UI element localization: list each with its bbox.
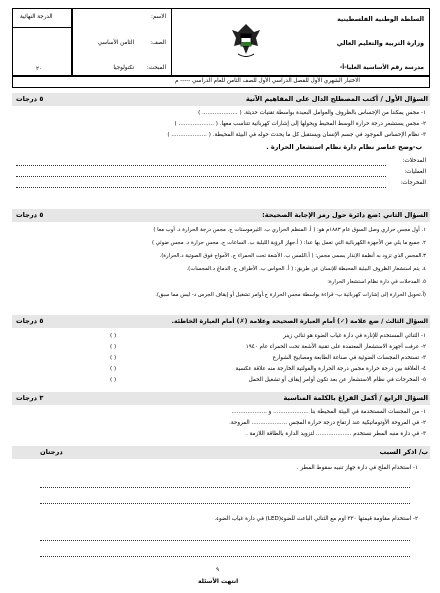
end-of-questions: انتهت الأسئلة <box>198 578 239 585</box>
answer-line[interactable] <box>16 165 386 166</box>
q4-item-3: ٣- في دارة منبه المطر نستخدم .................... لتزويد الدارة بالطاقة اللازمة . <box>245 431 426 437</box>
q2-marks: ٥ درجات <box>16 211 44 219</box>
q2-item-5: ٥. المدخلات في دارة نظام استشعار الحرارة: <box>327 279 426 285</box>
q5-item-2: ٢- استخدام مقاومة قيمتها ٣٣٠ اوم مع الثنائي الباعث للضوء(LED) في دارة غياب الضوء. <box>214 516 418 522</box>
q1-item-3: ٣- نظام الإحساس الموجود في جسم الإنسان ويستقبل كل ما يحدث حوله في البيئة المحيطة. ( .................... ) <box>167 132 426 138</box>
final-grade-value: ٢٠ <box>36 66 43 72</box>
palestine-emblem-icon <box>228 20 264 60</box>
q3-marks: ٥ درجات <box>16 317 44 325</box>
q1-title: السؤال الأول / أكتب المصطلح الدال على المفاهيم الآتية <box>245 95 428 103</box>
name-label: الاسم: <box>150 14 166 20</box>
q3-answer-box[interactable]: ( ) <box>110 333 117 339</box>
ministry-name: وزارة التربية والتعليم العالي <box>336 40 424 47</box>
school-name: مدرسة رقم الأساسية العليا-أ- <box>339 65 424 71</box>
q2-item-5-options: (أ.تحويل الحرارة إلى إشارات كهربائية ب- قراءة بواسطة مجس الحرارة ج.أوامر تشغيل أو إيقاف الجرس د- ليس مما سبق). <box>155 292 426 298</box>
q4-marks: ٣ درجات <box>16 394 44 402</box>
subject-label: المبحث: <box>146 65 166 71</box>
class-value: الثامن الأساسي <box>97 40 134 46</box>
q5-item-1: ١- استخدام الملح في دارة جهاز تنبيه سقوط المطر . <box>296 465 418 471</box>
q2-item-2: ٢. جميع ما يلي من الأجهزة الكهربائية التي تعمل بها عدا: ( أ.جهاز الرؤية الليلية ب. الساعات ج. مجس حرارة د. مجس ضوئي ) <box>151 240 426 246</box>
q3-item-5: ٥- المخرجات في نظام الاستشعار عن بعد تكون أوامر إيقاف أو تشغيل الحمل <box>248 377 426 383</box>
exam-title: الاختبار الشهري الأول للفصل الدراسي الأول للصف الثامن للعام الدراسي ----- م <box>174 78 360 84</box>
q3-answer-box[interactable]: ( ) <box>110 366 117 372</box>
q5-marks: درجتان <box>40 448 63 456</box>
q5-title: ب/ اذكر السبب <box>379 448 428 456</box>
answer-line[interactable] <box>40 556 410 557</box>
page-number: ٩ <box>216 567 220 573</box>
answer-line[interactable] <box>16 176 386 177</box>
q1-process-label: العمليات: <box>404 169 426 175</box>
subject-value: تكنولوجيا <box>113 65 134 71</box>
q3-item-3: ٣- تستخدم المجسات الضوئية في صناعة الطابعة ومصابيح الشوارع <box>272 355 426 361</box>
q3-answer-box[interactable]: ( ) <box>110 355 117 361</box>
answer-line[interactable] <box>40 487 410 488</box>
q3-title: السؤال الثالث / ضع علامة (✓) أمام العبارة الصحيحة وعلامة (✗) أمام العبارة الخاطئة. <box>171 318 428 325</box>
q1-item-1: ١- مجس يمكننا من الإحساس بالظروف والعوامل البعيدة بواسطة تقنيات حديثة. ( .................... ) <box>198 110 426 116</box>
q2-item-1: ١. أول مجس حراري وصل السوق عام ١٨٨٣م هو: ( أ. المنظم الحراري ب. الثيرموستات ج. مجس درجة الحرارة د. أوب معا ) <box>153 227 426 233</box>
q1-b-title: ب-وضح عناصر نظام دارة نظام استشعار الحرارة . <box>266 143 422 151</box>
q1-output-label: المخرجات: <box>400 180 426 186</box>
header-table <box>12 8 430 86</box>
q3-item-4: ٤- العلاقة بين درجة حرارة مجس درجة الحرارة والفولتية الخارجة منه علاقة عكسية <box>235 366 426 372</box>
authority-name: السلطة الوطنية الفلسطينية <box>337 16 424 23</box>
q2-item-3: ٣.المجس الذي تزود به أنظمة الإنذار يسمى مجس: ( أ.اللمس ب. الأشعة تحت الحمراء ج. الأمواج فوق الصوتية د.الحرارة). <box>159 253 426 259</box>
final-grade-label: الدرجة النهائية <box>20 14 53 20</box>
q1-marks: ٥ درجات <box>16 95 44 103</box>
answer-line[interactable] <box>40 503 410 504</box>
q3-answer-box[interactable]: ( ) <box>110 377 117 383</box>
q3-item-2: ٢- عرفت أجهزة الاستشعار المعتمدة على تقنية الأشعة تحت الحمراء عام ١٩٤٠ <box>245 344 426 350</box>
q4-title: السؤال الرابع / أكمل الفراغ بالكلمة المناسبة <box>283 394 428 402</box>
q1-item-2: ٢- مجس يستشعر درجة حرارة الوسط المحيط ويحولها إلى إشارات كهربائية تتناسب معها. ( .................... ) <box>174 121 426 127</box>
q3-answer-box[interactable]: ( ) <box>110 344 117 350</box>
answer-line[interactable] <box>40 540 410 541</box>
class-label: الصف: <box>150 40 166 46</box>
q2-title: السؤال الثاني :ضع دائرة حول رمز الإجابة الصحيحة: <box>262 211 428 219</box>
q4-item-2: ٢- في المروحة الأوتوماتيكية عند ارتفاع درجة حرارة المجس .................... المروحة. <box>229 420 426 426</box>
q3-item-1: ١- الثنائي المستخدم للإنارة في دارة غياب الضوء هو ثنائي زينر <box>283 333 426 339</box>
answer-line[interactable] <box>16 187 386 188</box>
q2-item-4: ٤. يتم استشعار الظروف البيئية المحيطة للإنسان عن طريق: ( أ. الحواس ب. الأطراف ج. الدماغ د.المجسات). <box>186 266 426 272</box>
q1-input-label: المدخلات: <box>402 158 426 164</box>
q4-item-1: ١- من المجسات المستخدمة في البيئة المحيطة بنا .................... و .................... <box>231 409 426 415</box>
